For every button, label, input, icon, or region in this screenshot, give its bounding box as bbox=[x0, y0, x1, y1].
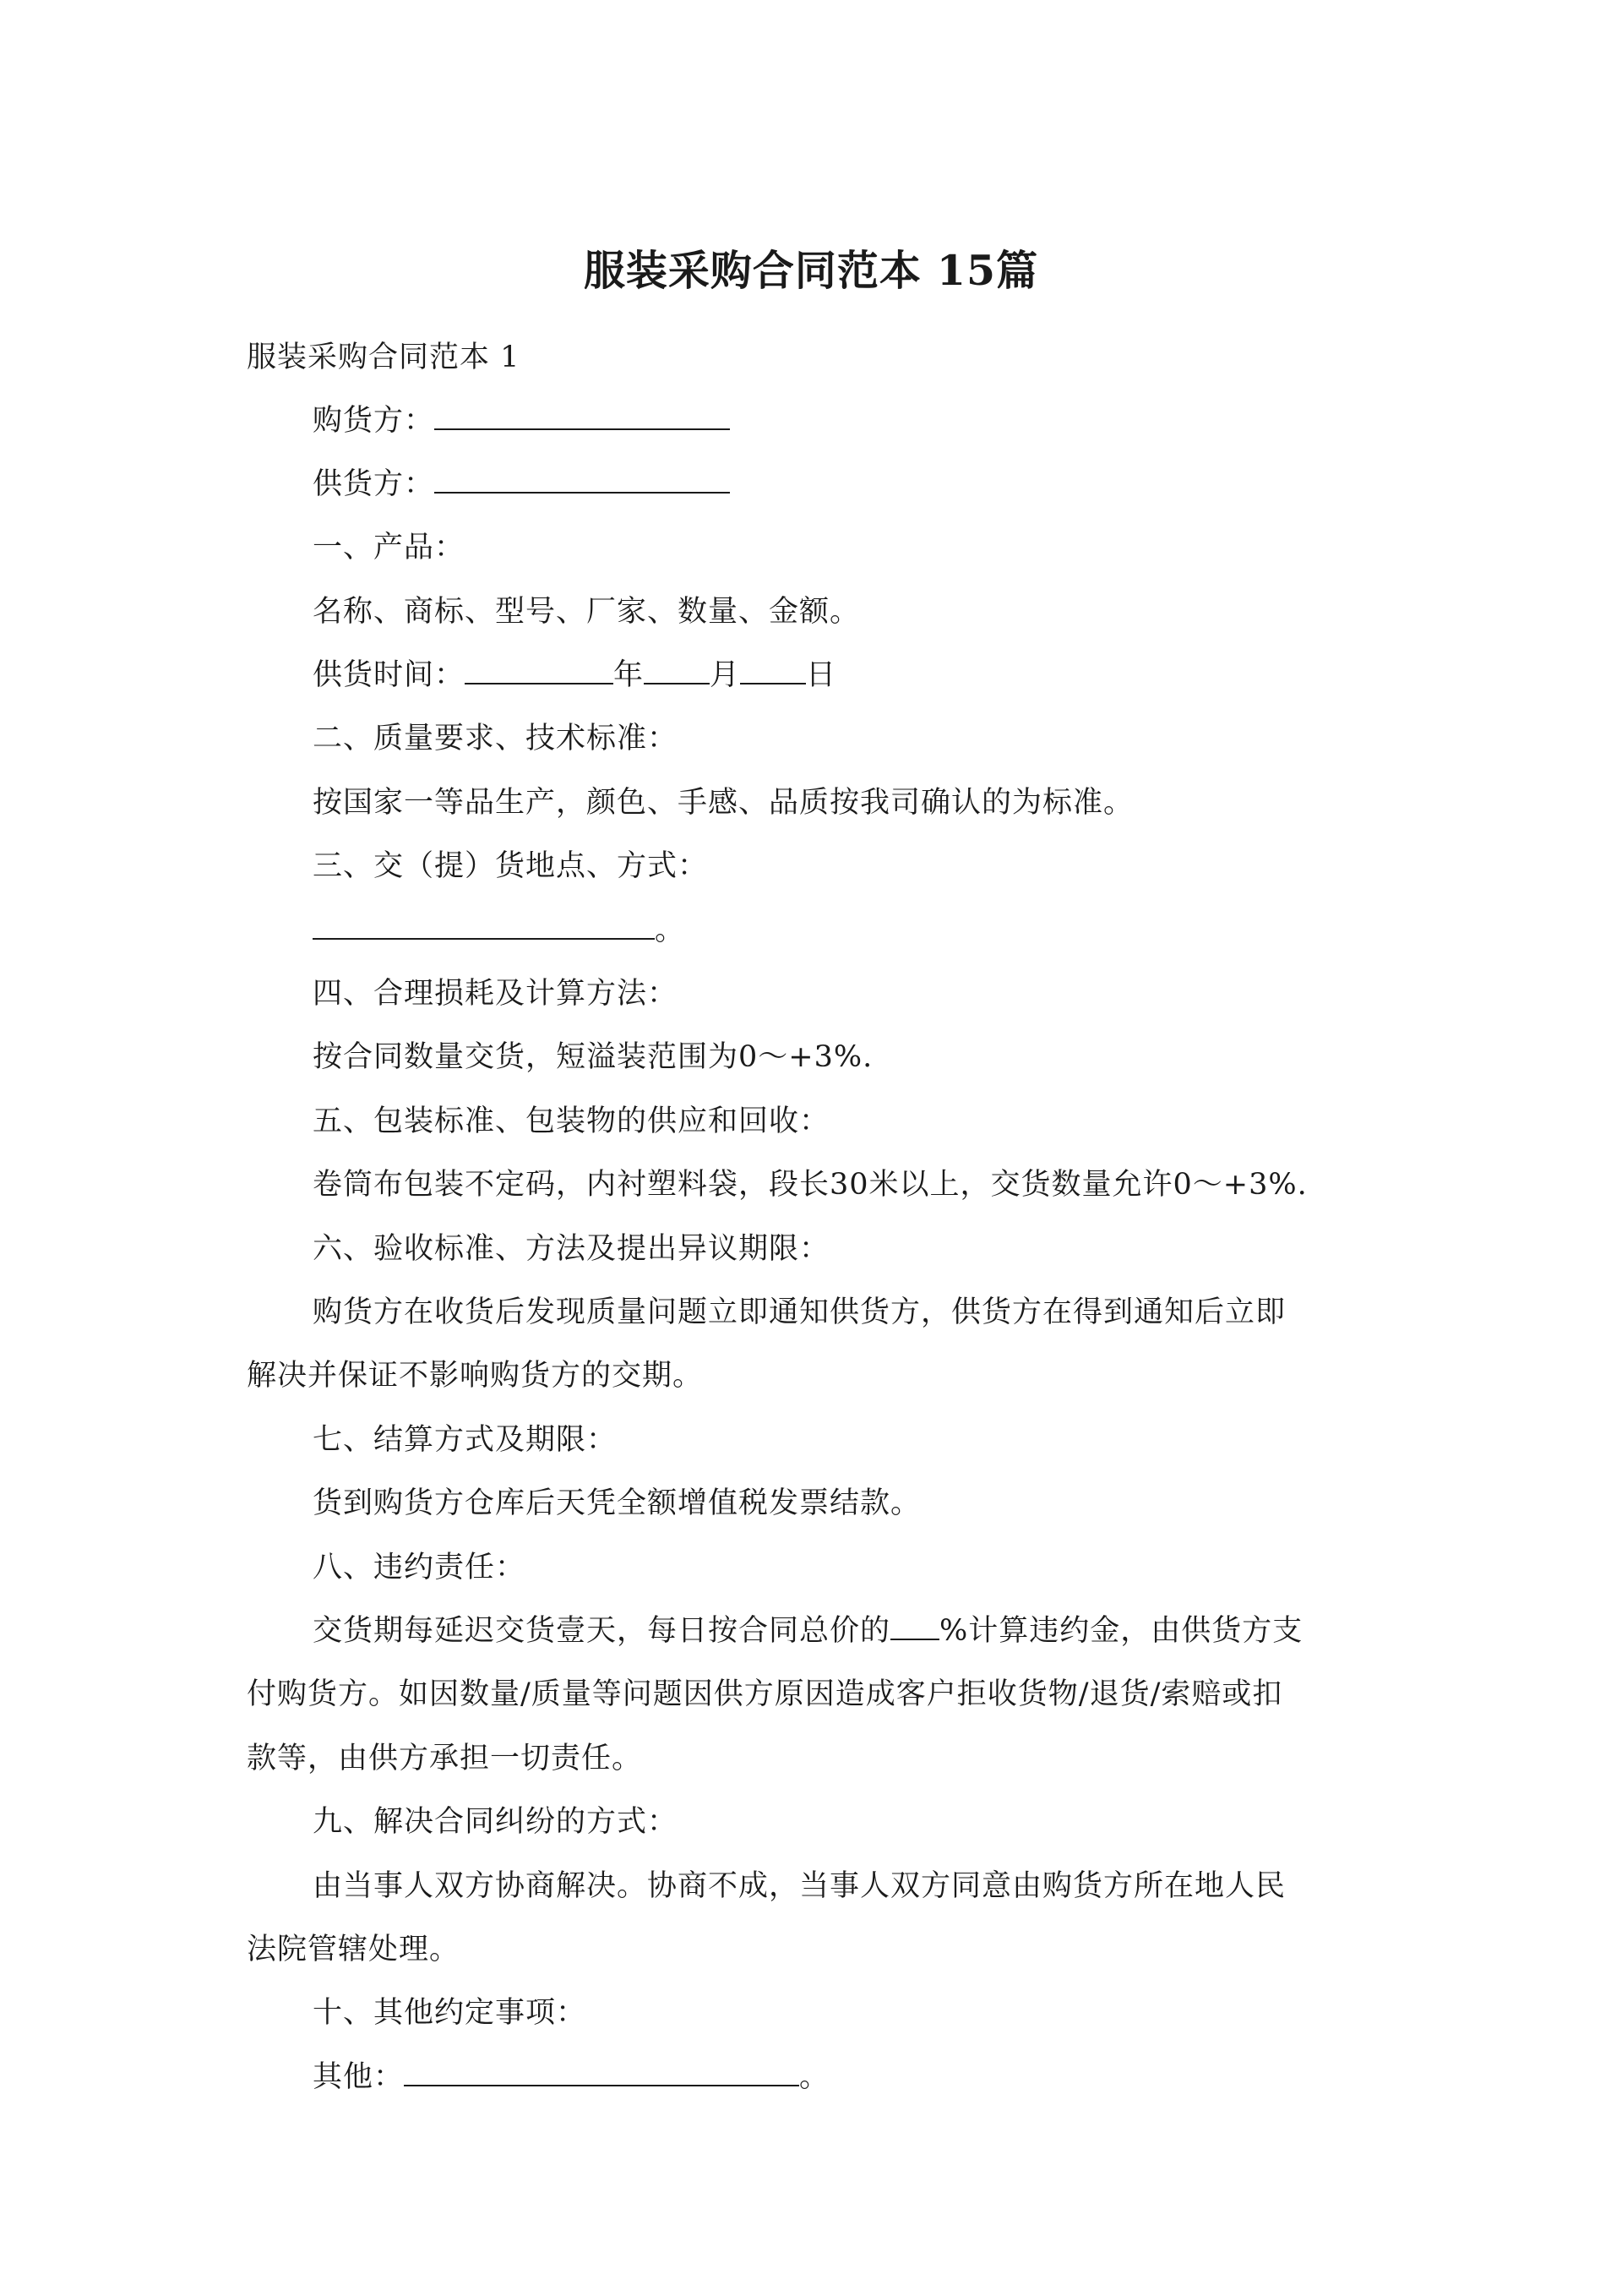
other-blank bbox=[404, 2056, 799, 2086]
month-blank bbox=[644, 654, 710, 684]
year-blank bbox=[465, 654, 613, 684]
clause-heading: 七、结算方式及期限： bbox=[313, 1423, 618, 1457]
clause-text: 按国家一等品生产，颜色、手感、品质按我司确认的为标准。 bbox=[313, 786, 1135, 820]
document-title: 服装采购合同范本 15篇 bbox=[583, 246, 1039, 295]
clause-heading: 五、包装标准、包装物的供应和回收： bbox=[313, 1104, 830, 1138]
supplier-label: 供货方： bbox=[313, 467, 435, 501]
clause-text: 付购货方。如因数量/质量等问题因供方原因造成客户拒收货物/退货/索赔或扣 bbox=[247, 1677, 1283, 1711]
penalty-after: %计算违约金，由供货方支 bbox=[939, 1614, 1304, 1648]
clause-heading: 六、验收标准、方法及提出异议期限： bbox=[313, 1232, 830, 1266]
delivery-time-line bbox=[313, 654, 1445, 696]
buyer-line bbox=[313, 400, 1445, 442]
clause-text: 按合同数量交货，短溢装范围为0～+3%. bbox=[313, 1040, 874, 1074]
other-end: 。 bbox=[799, 2060, 830, 2094]
penalty-line bbox=[313, 1610, 1445, 1652]
clause-text: 款等，由供方承担一切责任。 bbox=[247, 1742, 643, 1775]
clause-heading: 九、解决合同纠纷的方式： bbox=[313, 1805, 678, 1839]
delivery-place-blank bbox=[313, 909, 655, 940]
delivery-time-label: 供货时间： bbox=[313, 658, 465, 692]
clause-text: 解决并保证不影响购货方的交期。 bbox=[247, 1359, 704, 1393]
clause-heading: 一、产品： bbox=[313, 531, 465, 564]
clause-text: 由当事人双方协商解决。协商不成，当事人双方同意由购货方所在地人民 bbox=[313, 1869, 1287, 1903]
clause-heading: 八、违约责任： bbox=[313, 1551, 526, 1584]
clause-text: 名称、商标、型号、厂家、数量、金额。 bbox=[313, 595, 861, 629]
penalty-before: 交货期每延迟交货壹天，每日按合同总价的 bbox=[313, 1614, 891, 1648]
penalty-rate-blank bbox=[890, 1610, 939, 1640]
clause-text: 法院管辖处理。 bbox=[247, 1933, 460, 1966]
clause-text: 购货方在收货后发现质量问题立即通知供货方，供货方在得到通知后立即 bbox=[313, 1295, 1287, 1329]
other-label: 其他： bbox=[313, 2060, 405, 2094]
clause-heading: 四、合理损耗及计算方法： bbox=[313, 977, 678, 1011]
month-label: 月 bbox=[710, 658, 741, 692]
other-line bbox=[313, 2056, 1445, 2098]
clause-heading: 二、质量要求、技术标准： bbox=[313, 722, 678, 755]
buyer-blank bbox=[434, 400, 730, 430]
clause-text: 卷筒布包装不定码，内衬塑料袋，段长30米以上，交货数量允许0～+3%. bbox=[313, 1168, 1308, 1202]
year-label: 年 bbox=[613, 658, 645, 692]
delivery-place-line bbox=[313, 909, 1445, 952]
supplier-line bbox=[313, 463, 1445, 505]
day-blank bbox=[740, 654, 806, 684]
buyer-label: 购货方： bbox=[313, 404, 435, 438]
clause-heading: 十、其他约定事项： bbox=[313, 1996, 587, 2030]
delivery-place-end: 。 bbox=[655, 913, 686, 947]
supplier-blank bbox=[434, 463, 730, 494]
clause-heading: 三、交（提）货地点、方式： bbox=[313, 849, 709, 883]
clause-text: 货到购货方仓库后天凭全额增值税发票结款。 bbox=[313, 1486, 922, 1520]
section-title: 服装采购合同范本 1 bbox=[247, 341, 520, 374]
day-label: 日 bbox=[806, 658, 837, 692]
